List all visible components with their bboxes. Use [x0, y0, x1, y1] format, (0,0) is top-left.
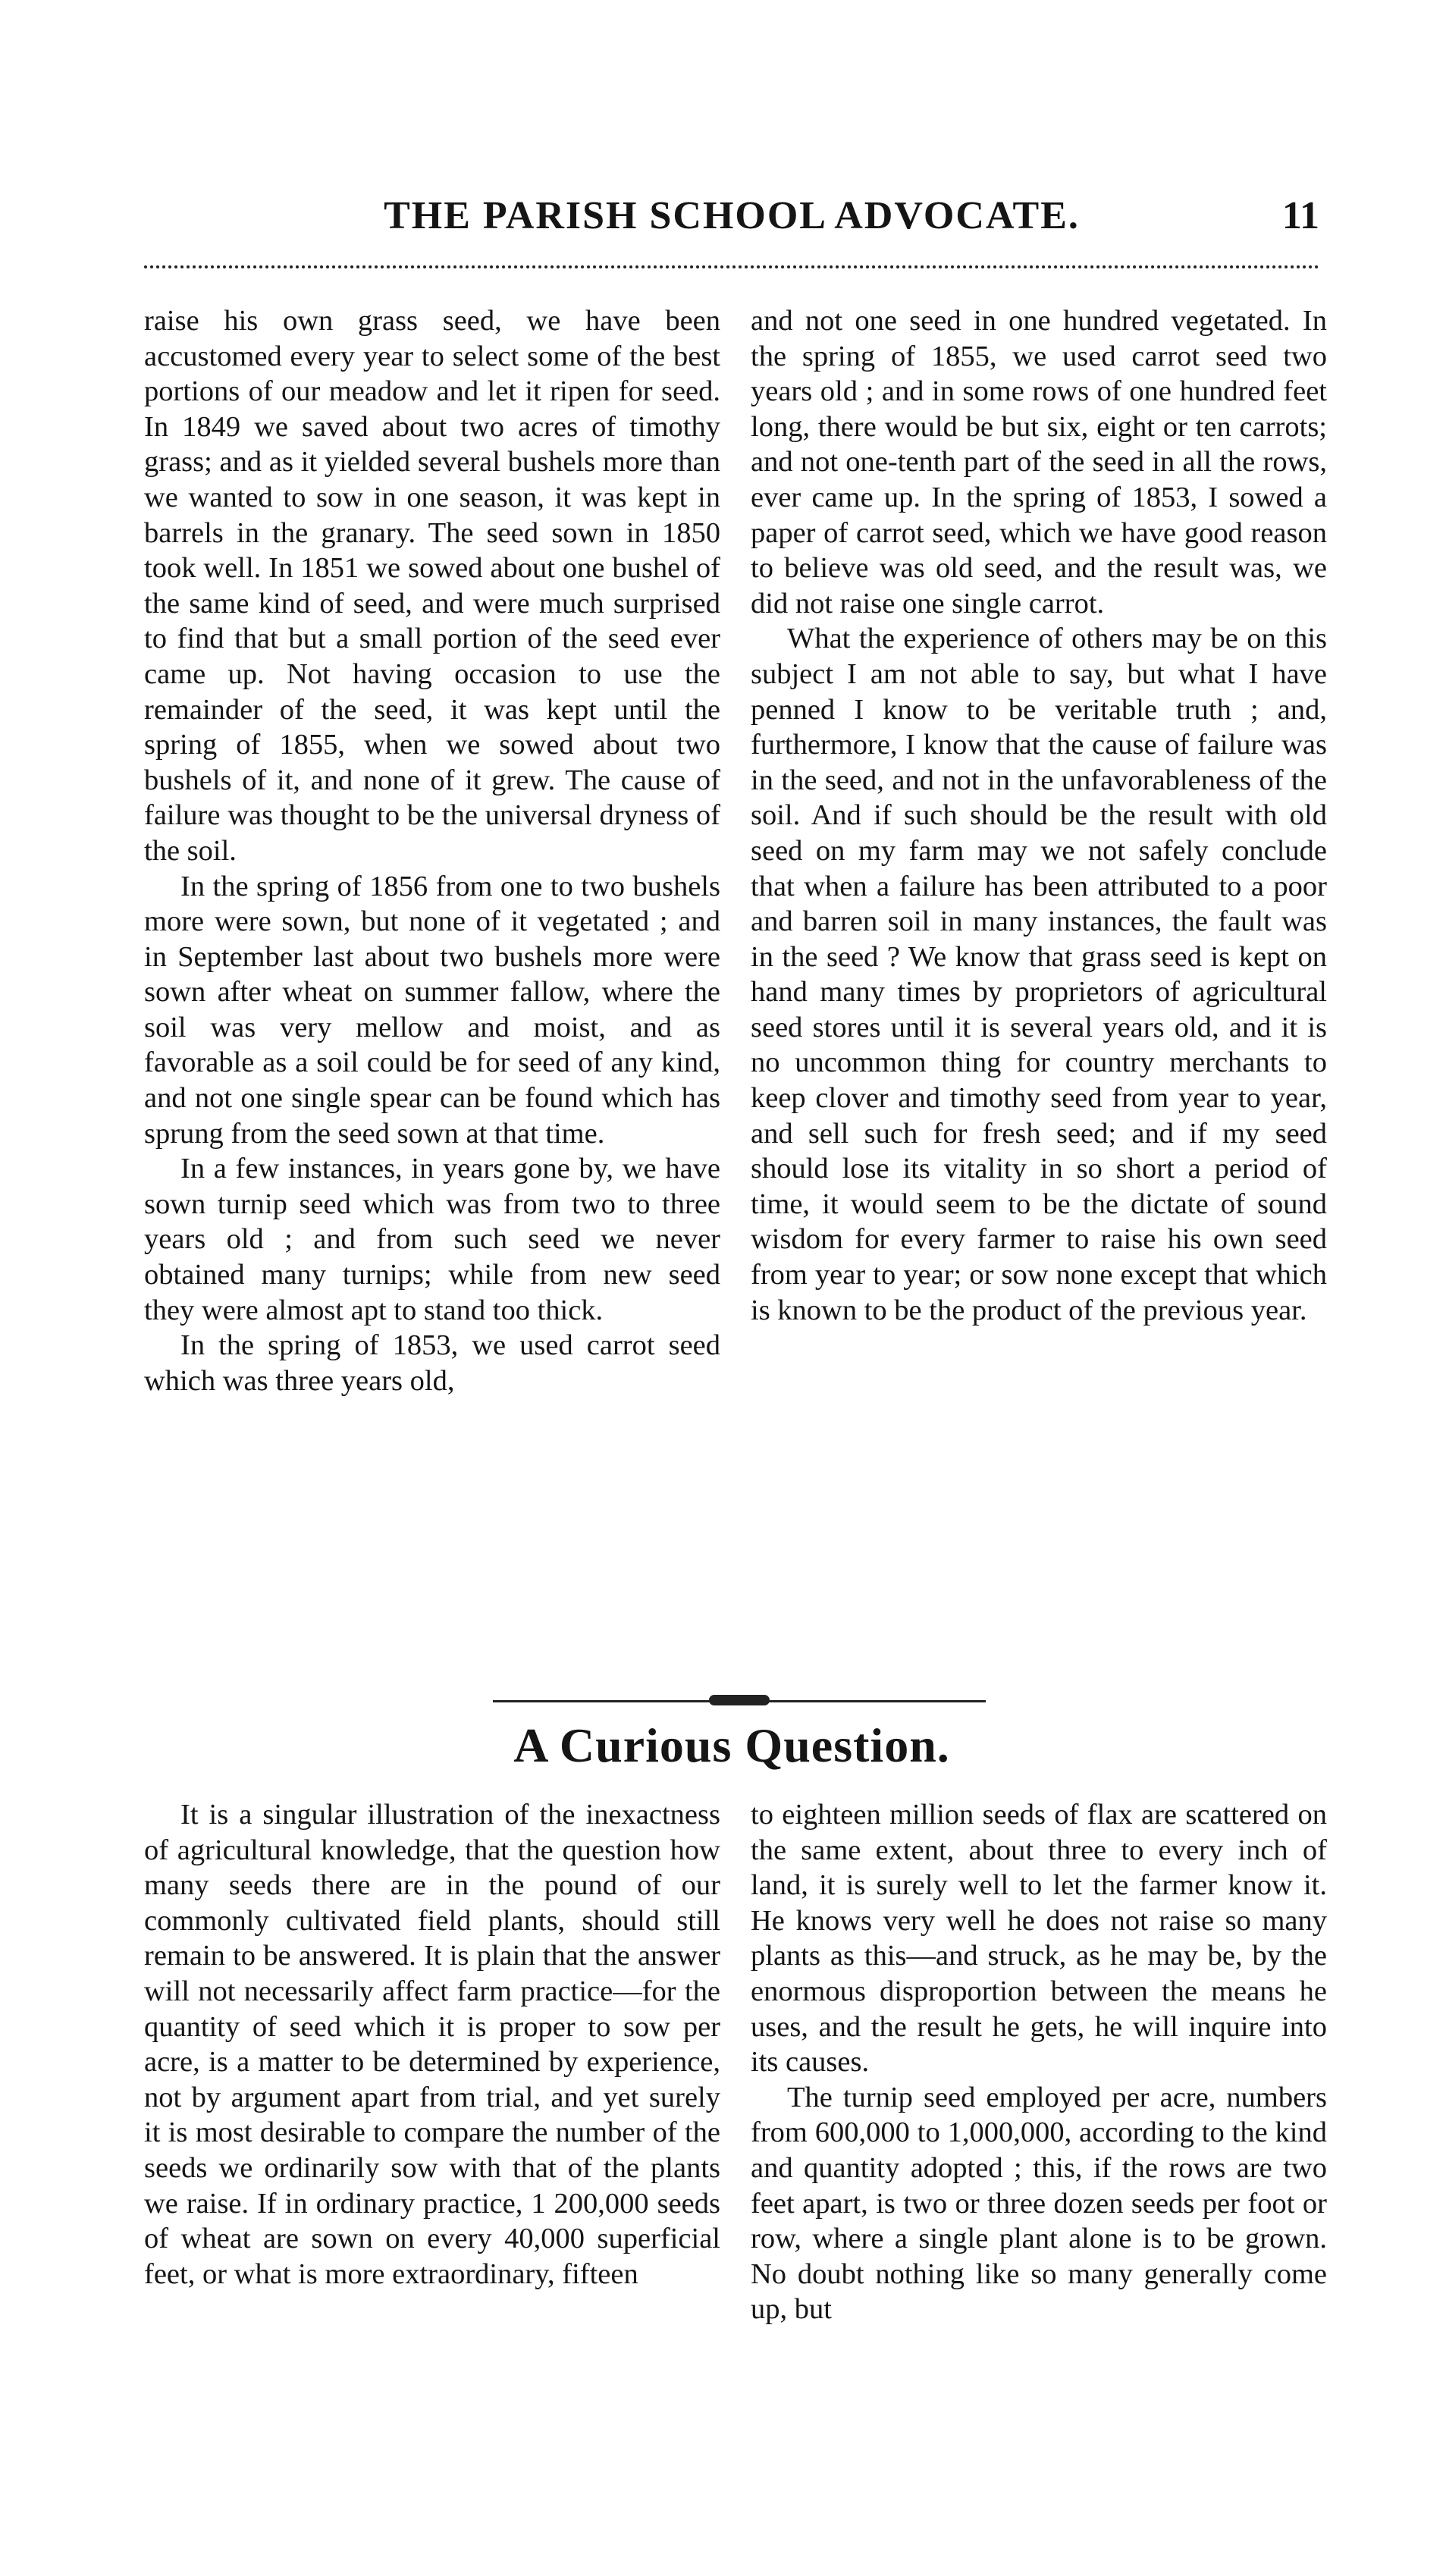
divider-ornament [709, 1695, 770, 1705]
article-one-left-column [144, 303, 720, 1398]
article-two-right-column [751, 1797, 1327, 2327]
page-number: 11 [1281, 194, 1319, 237]
paragraph: What the experience of others may be on this subject I am not able to say, but what I have penned I know to be veritable truth ; and, furthermore, I know that the cause of failure was in the seed, and not in the unfavorableness of the soil. And if such should be the result with old seed on my farm may we not safely conclude that when a failure has been attributed to a poor and barren soil in many instances, the fault was in the seed ? We know that grass seed is kept on hand many times by proprietors of agricultural seed stores until it is several years old, and it is no uncommon thing for country merchants to keep clover and timothy seed from year to year, and sell such for fresh seed; and if my seed should lose its vitality in so short a period of time, it would seem to be the dictate of sound wisdom for every farmer to raise his own seed from year to year; or sow none except that which is known to be the product of the previous year. [751, 623, 1327, 1326]
paragraph: to eighteen million seeds of flax are scattered on the same extent, about three to every inch of land, it is surely well to let the farmer know it. He knows very well he does not raise so many plants as this—and struck, as he may be, by the enormous disproportion between the means he uses, and the result he gets, he will inquire into its causes. [751, 1799, 1327, 2079]
paragraph: In a few instances, in years gone by, we have sown turnip seed which was from two to three years old ; and from such seed we never obtained many turnips; while from new seed they were almost apt to stand too thick. [144, 1153, 720, 1326]
section-divider [493, 1697, 986, 1705]
article-two-left-column [144, 1797, 720, 2292]
paragraph: In the spring of 1853, we used carrot seed which was three years old, [144, 1329, 720, 1397]
paragraph: and not one seed in one hundred vegetated. In the spring of 1855, we used carrot seed two years old ; and in some rows of one hundred feet long, there would be but six, eight or ten carrots; and not one-tenth part of the seed in all the rows, ever came up. In the spring of 1853, I sowed a paper of carrot seed, which we have good reason to believe was old seed, and the result was, we did not raise one single carrot. [751, 305, 1327, 620]
article-one-right-column [751, 303, 1327, 1328]
page-header [144, 193, 1319, 254]
paragraph: It is a singular illustration of the inexactness of agricultural knowledge, that the question how many seeds there are in the pound of our commonly cultivated field plants, should still remain to be answered. It is plain that the answer will not necessarily affect farm practice—for the quantity of seed which it is proper to sow per acre, is a matter to be determined by experience, not by argument apart from trial, and yet surely it is most desirable to compare the number of the seeds we ordinarily sow with that of the plants we raise. If in ordinary practice, 1 200,000 seeds of wheat are sown on every 40,000 superficial feet, or what is more extraordinary, fifteen [144, 1799, 720, 2290]
paragraph: raise his own grass seed, we have been accustomed every year to select some of the best portions of our meadow and let it ripen for seed. In 1849 we saved about two acres of timothy grass; and as it yielded several bushels more than we wanted to sow in one season, it was kept in barrels in the granary. The seed sown in 1850 took well. In 1851 we sowed about one bushel of the same kind of seed, and were much surprised to find that but a small portion of the seed ever came up. Not having occasion to use the remainder of the seed, it was kept until the spring of 1855, when we sowed about two bushels of it, and none of it grew. The cause of failure was thought to be the universal dryness of the soil. [144, 305, 720, 867]
paragraph: The turnip seed employed per acre, numbers from 600,000 to 1,000,000, according to the kind and quantity adopted ; this, if the rows are two feet apart, is two or three dozen seeds per foot or row, where a single plant alone is to be grown. No doubt nothing like so many generally come up, but [751, 2081, 1327, 2326]
header-rule [144, 265, 1319, 268]
running-title: THE PARISH SCHOOL ADVOCATE. [384, 194, 1080, 237]
paragraph: In the spring of 1856 from one to two bushels more were sown, but none of it vegetated ; and in September last about two bushels more were sown after wheat on summer fallow, where the soil was very mellow and moist, and as favorable as a soil could be for seed of any kind, and not one single spear can be found which has sprung from the seed sown at that time. [144, 870, 720, 1150]
section-heading: A Curious Question. [513, 1718, 950, 1772]
